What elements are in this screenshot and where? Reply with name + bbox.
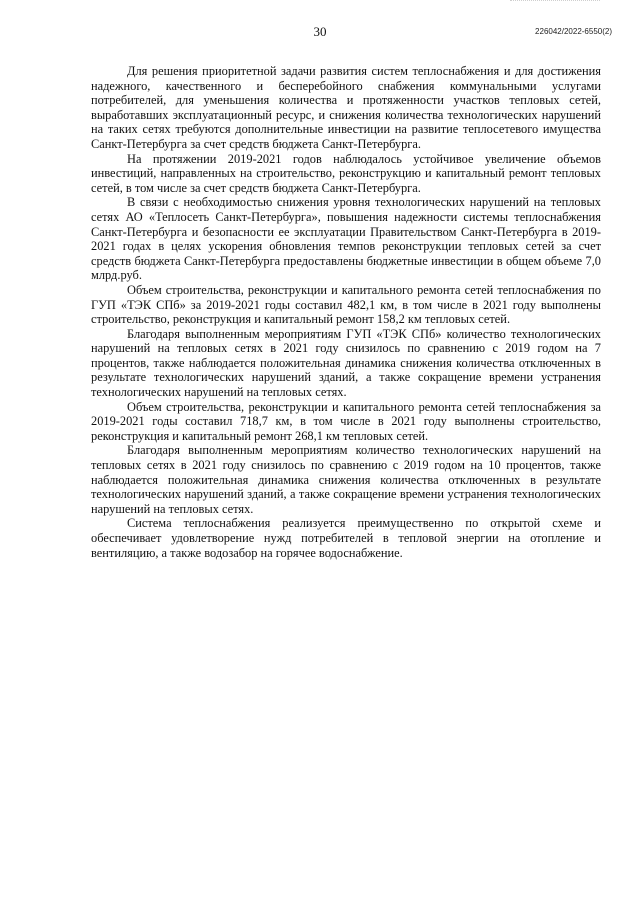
paragraph: Система теплоснабжения реализуется преимущественно по открытой схеме и обеспечивает удовлетворение нужд потребителей в тепловой энергии на отопление и вентиляцию, а также водозабор на горячее водоснабжение. <box>91 516 601 560</box>
document-registration-number: 226042/2022-6550(2) <box>535 27 612 36</box>
paragraph: Благодаря выполненным мероприятиям ГУП «ТЭК СПб» количество технологических нарушений на тепловых сетях в 2021 году снизилось по сравнению с 2019 годом на 7 процентов, также наблюдается положительная динамика снижения количества отключенных в результате технологических нарушений зданий, а также сокращение времени устранения технологических нарушений на тепловых сетях. <box>91 326 601 400</box>
page-number: 30 <box>313 24 327 39</box>
paragraph: В связи с необходимостью снижения уровня технологических нарушений на тепловых сетях АО «Теплосеть Санкт-Петербурга», повышения надежности системы теплоснабжения Санкт-Петербурга и безопасности ее эксплуатации Правительством Санкт-Петербурга в 2019-2021 годах в целях ускорения обновления темпов реконструкции тепловых сетей за счет средств бюджета Санкт-Петербурга предоставлены бюджетные инвестиции в общем объеме 7,0 млрд.руб. <box>91 195 601 283</box>
paragraph: Объем строительства, реконструкции и капитального ремонта сетей теплоснабжения по ГУП «ТЭК СПб» за 2019-2021 годы составил 482,1 км, в том числе в 2021 году выполнены строительство, реконструкция и капитальный ремонт 158,2 км тепловых сетей. <box>91 282 601 327</box>
paragraph: Для решения приоритетной задачи развития систем теплоснабжения и для достижения надежного, качественного и бесперебойного снабжения коммунальными услугами потребителей, для уменьшения количества и протяженности участков тепловых сетей, выработавших эксплуатационный ресурс, и снижения количества технологических нарушений на таких сетях требуются дополнительные инвестиции на развитие теплосетевого имущества Санкт-Петербурга за счет средств бюджета Санкт-Петербурга. <box>91 64 601 151</box>
paragraph: Объем строительства, реконструкции и капитального ремонта сетей теплоснабжения за 2019-2021 годы составил 718,7 км, в том числе в 2021 году выполнены строительство, реконструкция и капитальный ремонт 268,1 км тепловых сетей. <box>91 399 601 443</box>
paragraph: На протяжении 2019-2021 годов наблюдалось устойчивое увеличение объемов инвестиций, направленных на строительство, реконструкцию и капитальный ремонт тепловых сетей, в том числе за счет средств бюджета Санкт-Петербурга. <box>91 151 601 195</box>
document-body <box>91 64 601 560</box>
paragraph: Благодаря выполненным мероприятиям количество технологических нарушений на тепловых сетях в 2021 году снизилось по сравнению с 2019 годом на 10 процентов, также наблюдается положительная динамика снижения количества отключенных в результате технологических нарушений зданий, а также сокращение времени устранения технологических нарушений на тепловых сетях. <box>91 443 601 516</box>
scan-artifact <box>510 0 600 5</box>
